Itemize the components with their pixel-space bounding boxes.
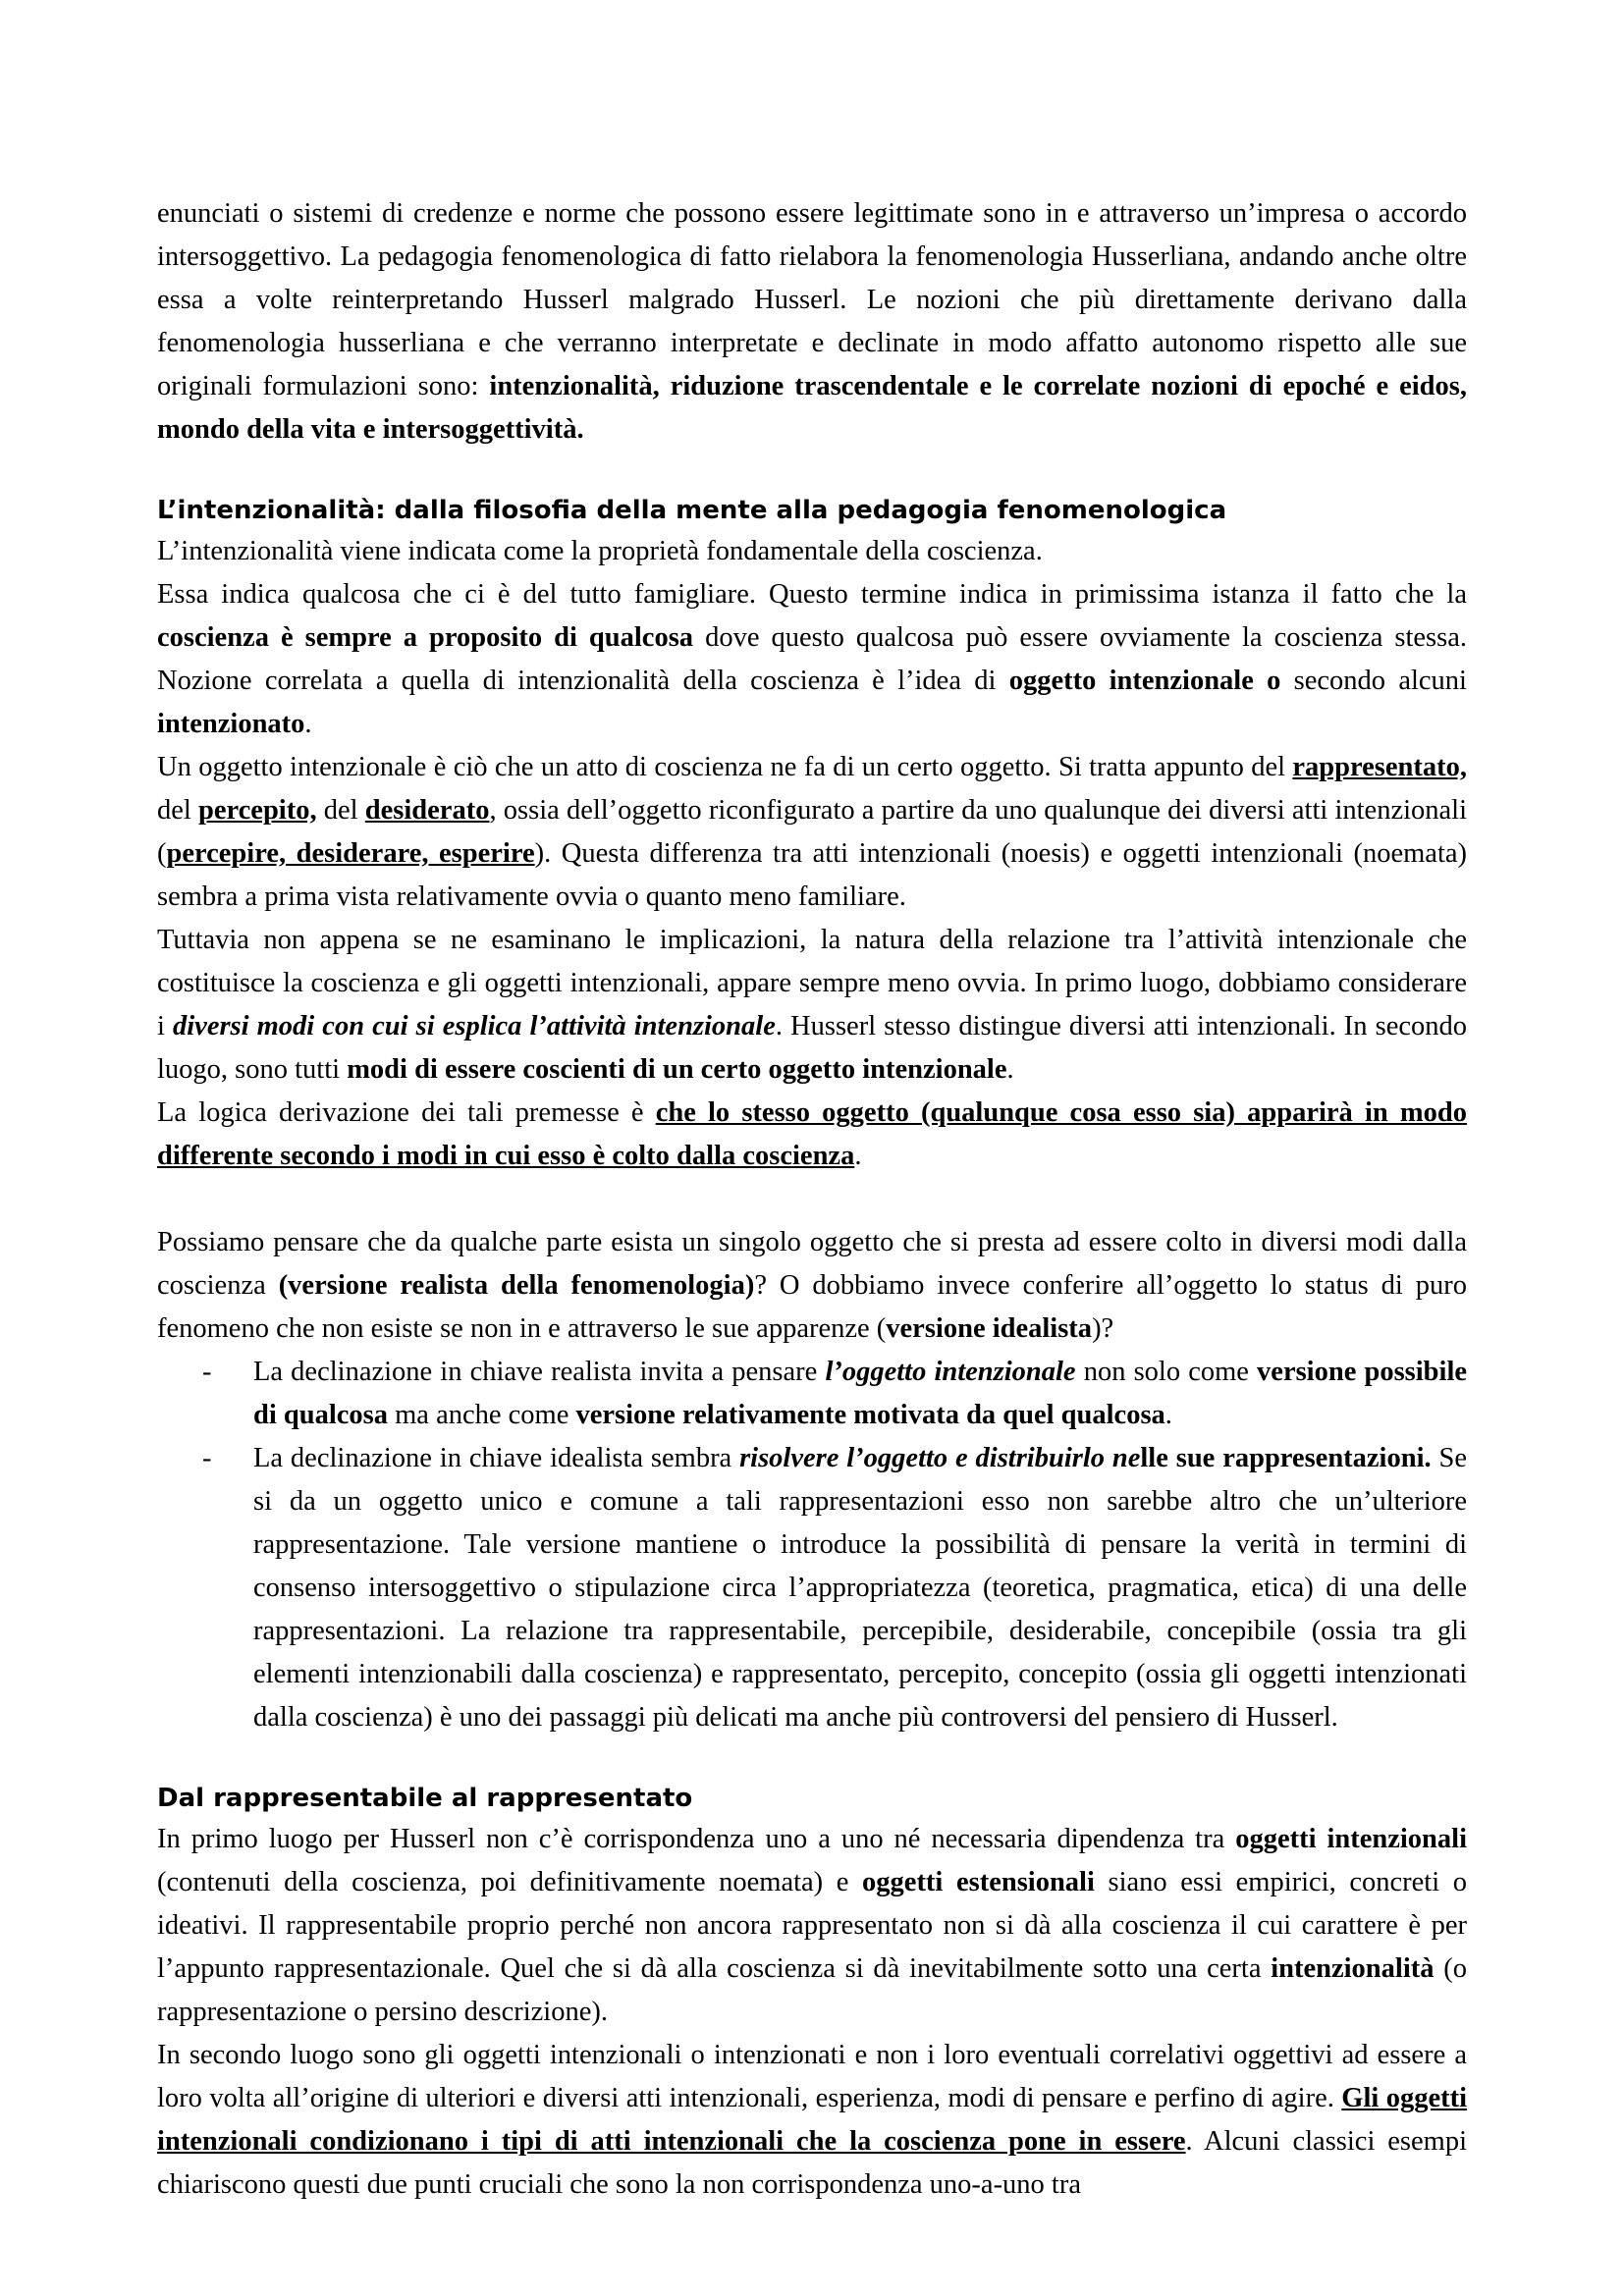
emphasis-underlined: Gli oggetti intenzionali condizionano i tipi di atti intenzionali che la coscienza pone in essere [157, 2083, 1468, 2157]
text: In secondo luogo sono gli oggetti intenzionali o intenzionati e non i loro eventuali correlativi oggettivi ad essere a loro volta all’origine di ulteriori e diversi atti intenzionali, esperienza, modi di pensare e perfino di agire. [157, 2040, 1467, 2113]
text: ). Questa differenza tra atti intenzionali (noesis) e oggetti intenzionali (noemata) sembra a prima vista relativamente ovvia o quanto meno familiare. [157, 838, 1467, 912]
text: Se si da un oggetto unico e comune a tali rappresentazioni esso non sarebbe altro che un’ulteriore rappresentazione. Tale versione mantiene o introduce la possibilità di pensare la verità in termini di consenso intersoggettivo o stipulazione circa l’appropriatezza (teoretica, pragmatica, etica) di una delle rappresentazioni. La relazione tra rappresentabile, percepibile, desiderabile, concepibile (ossia tra gli elementi intenzionabili dalla coscienza) e rappresentato, percepito, concepito (ossia gli oggetti intenzionati dalla coscienza) è uno dei passaggi più delicati ma anche più controversi del pensiero di Husserl. [253, 1443, 1467, 1733]
section-heading-rappresentabile: Dal rappresentabile al rappresentato [157, 1784, 693, 1813]
paragraph-familiar [157, 573, 1467, 746]
text: . Husserl stesso distingue diversi atti intenzionali. In secondo luogo, sono tutti [157, 1011, 1467, 1085]
emphasis: oggetti intenzionali [1235, 1824, 1467, 1854]
emphasis: (versione realista della fenomenologia) [278, 1270, 755, 1301]
text: del [316, 795, 365, 826]
text: La declinazione in chiave idealista sembra [253, 1443, 740, 1473]
text: In primo luogo per Husserl non c’è corrispondenza uno a uno né necessaria dipendenza tra [157, 1824, 1236, 1854]
emphasis-underlined: percepire, desiderare, esperire [166, 838, 535, 869]
emphasis-underlined: rappresentato, [1292, 752, 1467, 782]
emphasis: versione idealista [886, 1313, 1093, 1344]
intro-text: enunciati o sistemi di credenze e norme che possono essere legittimate sono in e attraverso un’impresa o accordo intersoggettivo. La pedagogia fenomenologica di fatto rielabora la fenomenologia Husserliana, andando anche oltre essa a volte reinterpretando Husserl malgrado Husserl. Le nozioni che più direttamente derivano dalla fenomenologia husserliana e che verranno interpretate e declinate in modo affatto autonomo rispetto alle sue originali formulazioni sono: [157, 198, 1467, 401]
paragraph-secondo-luogo [157, 2034, 1467, 2207]
text: . [854, 1141, 862, 1171]
list-item-idealista [253, 1437, 1467, 1739]
text: dove questo qualcosa può essere ovviamente la coscienza stessa. Nozione correlata a quella di intenzionalità della coscienza è l’idea di [157, 622, 1467, 696]
paragraph-definition: L’intenzionalità viene indicata come la proprietà fondamentale della coscienza. [157, 536, 1043, 566]
paragraph-intentional-object [157, 746, 1467, 919]
text: . [1164, 1400, 1172, 1430]
emphasis: oggetti estensionali [862, 1867, 1095, 1897]
emphasis-underlined: desiderato [364, 795, 490, 826]
emphasis-underlined: che lo stesso oggetto (qualunque cosa esso sia) apparirà in modo differente secondo i modi in cui esso è colto dalla coscienza [157, 1097, 1467, 1171]
text: . [1006, 1054, 1014, 1085]
dash-list [157, 1351, 1467, 1739]
text: del [157, 795, 199, 826]
paragraph-primo-luogo [157, 1818, 1467, 2034]
text: Possiamo pensare che da qualche parte esista un singolo oggetto che si presta ad essere colto in diversi modi dalla coscienza [157, 1227, 1467, 1301]
emphasis-italic: risolvere l’oggetto e distribuirlo ne [739, 1443, 1141, 1473]
intro-key-notions: intenzionalità, riduzione trascendentale e le correlate nozioni di epoché e eidos, mondo della vita e intersoggettività. [157, 371, 1467, 445]
emphasis: lle sue rappresentazioni. [1140, 1443, 1432, 1473]
text: non solo come [1075, 1357, 1258, 1387]
text: . [304, 709, 312, 739]
text: ma anche come [388, 1400, 576, 1430]
emphasis: intenzionalità [1271, 1953, 1435, 1984]
paragraph-question [157, 1221, 1467, 1351]
text: (contenuti della coscienza, poi definitivamente noemata) e [157, 1867, 863, 1897]
emphasis: coscienza è sempre a proposito di qualcosa [157, 622, 694, 653]
intro-paragraph [157, 192, 1467, 452]
section-heading-intenzionalita: L’intenzionalità: dalla filosofia della mente alla pedagogia fenomenologica [157, 496, 1227, 525]
text: , ossia dell’oggetto riconfigurato a partire da uno qualunque dei diversi atti intenzionali ( [157, 795, 1468, 869]
list-item-realista [253, 1351, 1467, 1437]
text: . Alcuni classici esempi chiariscono questi due punti cruciali che sono la non corrispondenza uno-a-uno tra [157, 2126, 1468, 2200]
emphasis-italic: diversi modi con cui si esplica l’attività intenzionale [173, 1011, 776, 1041]
emphasis: modi di essere coscienti di un certo oggetto intenzionale [347, 1054, 1007, 1085]
text: La declinazione in chiave realista invita a pensare [253, 1357, 826, 1387]
emphasis: versione possibile di qualcosa [253, 1357, 1468, 1430]
emphasis: intenzionato [157, 709, 305, 739]
emphasis: versione relativamente motivata da quel qualcosa [575, 1400, 1165, 1430]
text: Un oggetto intenzionale è ciò che un atto di coscienza ne fa di un certo oggetto. Si tratta appunto del [157, 752, 1293, 782]
paragraph-derivation [157, 1092, 1467, 1178]
emphasis: oggetto intenzionale o [1008, 666, 1281, 696]
paragraph-implications [157, 919, 1467, 1092]
emphasis-underlined: percepito, [198, 795, 317, 826]
text: siano essi empirici, concreti o ideativi. Il rappresentabile proprio perché non ancora rappresentato non si dà alla coscienza il cui carattere è per l’appunto rappresentazionale. Quel che si dà alla coscienza si dà inevitabilmente sotto una certa [157, 1867, 1467, 1984]
text: secondo alcuni [1280, 666, 1467, 696]
text: Essa indica qualcosa che ci è del tutto famigliare. Questo termine indica in primissima istanza il fatto che la [157, 579, 1467, 610]
text: )? [1092, 1313, 1114, 1344]
text: (o rappresentazione o persino descrizione). [157, 1953, 1467, 2027]
text: Tuttavia non appena se ne esaminano le implicazioni, la natura della relazione tra l’attività intenzionale che costituisce la coscienza e gli oggetti intenzionali, appare sempre meno ovvia. In primo luogo, dobbiamo considerare i [157, 925, 1467, 1041]
text: La logica derivazione dei tali premesse è [157, 1097, 656, 1128]
text: ? O dobbiamo invece conferire all’oggetto lo status di puro fenomeno che non esiste se non in e attraverso le sue apparenze ( [157, 1270, 1467, 1344]
emphasis-italic: l’oggetto intenzionale [825, 1357, 1076, 1387]
